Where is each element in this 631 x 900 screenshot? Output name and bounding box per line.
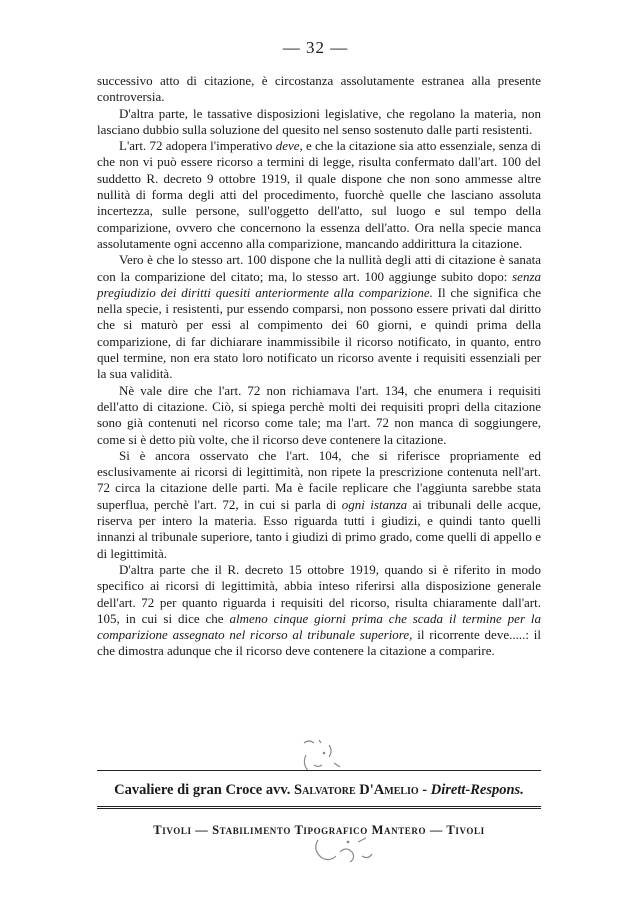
text-run: L'art. 72 adopera l'imperativo xyxy=(119,138,276,154)
paragraph xyxy=(97,73,541,106)
paragraph xyxy=(97,138,541,252)
paragraph xyxy=(97,252,541,382)
signature-role: - Dirett-Respons. xyxy=(418,782,524,798)
text-run: , il ricorrente deve.....: il che dimostra adunque che il ricorso deve contenere la citazione a comparire. xyxy=(97,627,541,659)
signature-line xyxy=(97,782,541,799)
italic-run: ogni istanza xyxy=(341,496,408,512)
footer-divider-bottom xyxy=(97,806,541,807)
library-stamp-bottom xyxy=(300,812,390,872)
text-run: Nè vale dire che l'art. 72 non richiamava l'art. 134, che enumera i requisiti dell'atto di citazione. Ciò, si spiega perchè molti dei requisiti propri della citazione sono già contenuti nel ricorso come tale; ma l'art. 72 non manca di soggiungere, come si è detto più volte, che il ricorso deve contenere la citazione. xyxy=(97,382,541,447)
text-run: ai tribunali delle acque, riserva per intero la materia. Esso riguarda tutti i giudizi, e quindi tanto quelli innanzi al tribunale superiore, tanto i giudizi di primo grado, come quelli di appello e di legittimità. xyxy=(97,496,541,561)
italic-run: deve xyxy=(275,138,300,154)
paragraph xyxy=(97,448,541,562)
italic-run: senza pregiudizio dei diritti quesiti anteriormente alla comparizione. xyxy=(97,268,541,300)
signature-prefix: Cavaliere di gran Croce avv. xyxy=(114,782,295,798)
italic-run: almeno cinque giorni prima che scada il termine per la comparizione assegnato nel ricorso al tribunale superiore xyxy=(97,610,542,643)
paragraph xyxy=(97,106,541,139)
printer-imprint: Tivoli — Stabilimento Tipografico Mantero — Tivoli xyxy=(153,823,485,837)
footer-divider-bottom-2 xyxy=(97,808,541,809)
body-text xyxy=(97,73,541,660)
text-run: D'altra parte che il R. decreto 15 ottobre 1919, quando si è riferito in modo specifico ai ricorsi di legittimità, abbia inteso riferirsi alla disposizione generale dell'art. 72 per quanto riguarda i requisiti del ricorso, risulta chiaramente dall'art. 105, in cui si dice che xyxy=(97,561,541,626)
footer-divider-top xyxy=(97,770,541,771)
text-run: Il che significa che nella specie, i resistenti, pur essendo comparsi, non possono essere privati dal diritto che si maturò per essi al compimento dei 60 giorni, e quindi prima della comparizione, di far dichiarare inammissibile il ricorso notificato, in quanto, entro quel termine, non era stato loro notificato un ricorso avente i requisiti essenziali per la sua validità. xyxy=(97,284,541,382)
text-run: Si è ancora osservato che l'art. 104, che si riferisce propriamente ed esclusivamente ai ricorsi di legittimità, non ripete la prescrizione contenuta nell'art. 72 circa la citazione delle parti. Ma è facile replicare che l'aggiunta sarebbe stata superflua, perchè l'art. 72, in cui si parla di xyxy=(97,447,541,512)
text-run: D'altra parte, le tassative disposizioni legislative, che regolano la materia, non lasciano dubbio sulla soluzione del quesito nel senso sostenuto dalle parti resistenti. xyxy=(97,105,541,137)
paragraph xyxy=(97,383,541,448)
signature-name: Salvatore D'Amelio xyxy=(294,782,419,798)
text-run: successivo atto di citazione, è circostanza assolutamente estranea alla presente controversia. xyxy=(97,73,541,105)
page-number: — 32 — xyxy=(282,38,349,57)
text-run: , e che la citazione sia atto essenziale, senza di che non vi può essere ricorso a termini di legge, risulta confermato dall'art. 100 del suddetto R. decreto 9 ottobre 1919, il quale dispone che non sono ammesse altre nullità di forma degli atti del procedimento, fuorchè quelle che lasciano assoluta incertezza, sulle persone, sull'oggetto dell'atto, sul luogo e sul tempo della comparizione, ovvero che concernono la essenza dell'atto. Ora nella specie manca assolutamente ogni accenno alla comparizione, mancando addirittura la citazione. xyxy=(97,138,542,251)
text-run: Vero è che lo stesso art. 100 dispone che la nullità degli atti di citazione è sanata con la comparizione del citato; ma, lo stesso art. 100 aggiunge subito dopo: xyxy=(97,252,541,284)
paragraph xyxy=(97,562,541,660)
